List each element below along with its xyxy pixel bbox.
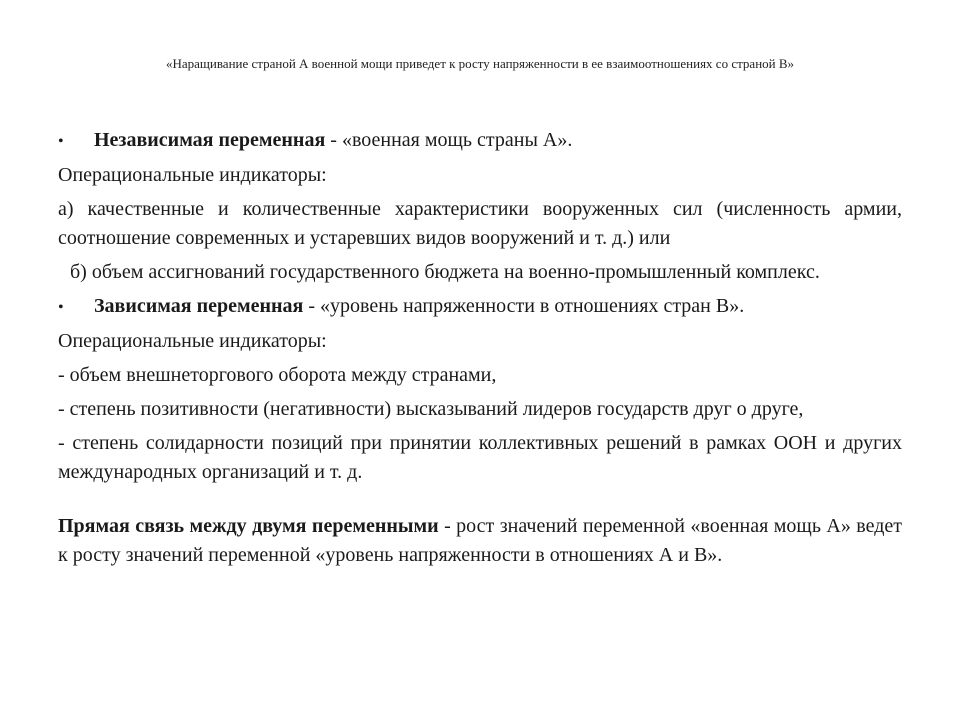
independent-variable-definition: «военная мощь страны А». — [341, 129, 573, 151]
slide-content — [58, 126, 902, 575]
dependent-variable-item — [58, 292, 902, 322]
dependent-indicator-item: - степень солидарности позиций при принятии коллективных решений в рамках ООН и других международных организаций и т. д. — [58, 432, 902, 483]
dependent-indicator-item: - степень позитивности (негативности) высказываний лидеров государств друг о друге, — [58, 398, 804, 420]
conclusion-term: Прямая связь между двумя переменными — [58, 515, 439, 537]
spacer — [58, 492, 902, 512]
independent-variable-separator: - — [325, 129, 342, 151]
dependent-variable-definition: «уровень напряженности в отношениях стран В». — [320, 295, 745, 317]
dependent-indicator-item: - объем внешнеторгового оборота между странами, — [58, 364, 497, 386]
indicator-b: б) объем ассигнований государственного бюджета на военно-промышленный комплекс. — [70, 261, 820, 283]
dependent-variable-text — [94, 292, 744, 321]
independent-variable-term: Независимая переменная — [94, 129, 326, 151]
indicator-a: а) качественные и количественные характеристики вооруженных сил (численность армии, соотношение современных и устаревших видов вооружений и т. д.) или — [58, 198, 902, 249]
conclusion-text: - рост значений переменной «военная мощь А» ведет к росту значений переменной «уровень напряженности в отношениях А и В». — [58, 515, 902, 566]
conclusion-paragraph — [58, 512, 902, 570]
independent-variable-text — [94, 126, 572, 155]
bullet-icon: • — [58, 133, 64, 150]
dependent-variable-separator: - — [303, 295, 321, 317]
bullet-icon: • — [58, 299, 64, 316]
dependent-variable-term: Зависимая переменная — [94, 295, 304, 317]
indicators-label-independent: Операциональные индикаторы: — [58, 164, 327, 186]
independent-variable-item — [58, 126, 902, 156]
indicators-label-dependent: Операциональные индикаторы: — [58, 330, 327, 352]
slide-title: «Наращивание страной А военной мощи приведет к росту напряженности в ее взаимоотношениях со страной В» — [165, 56, 795, 71]
